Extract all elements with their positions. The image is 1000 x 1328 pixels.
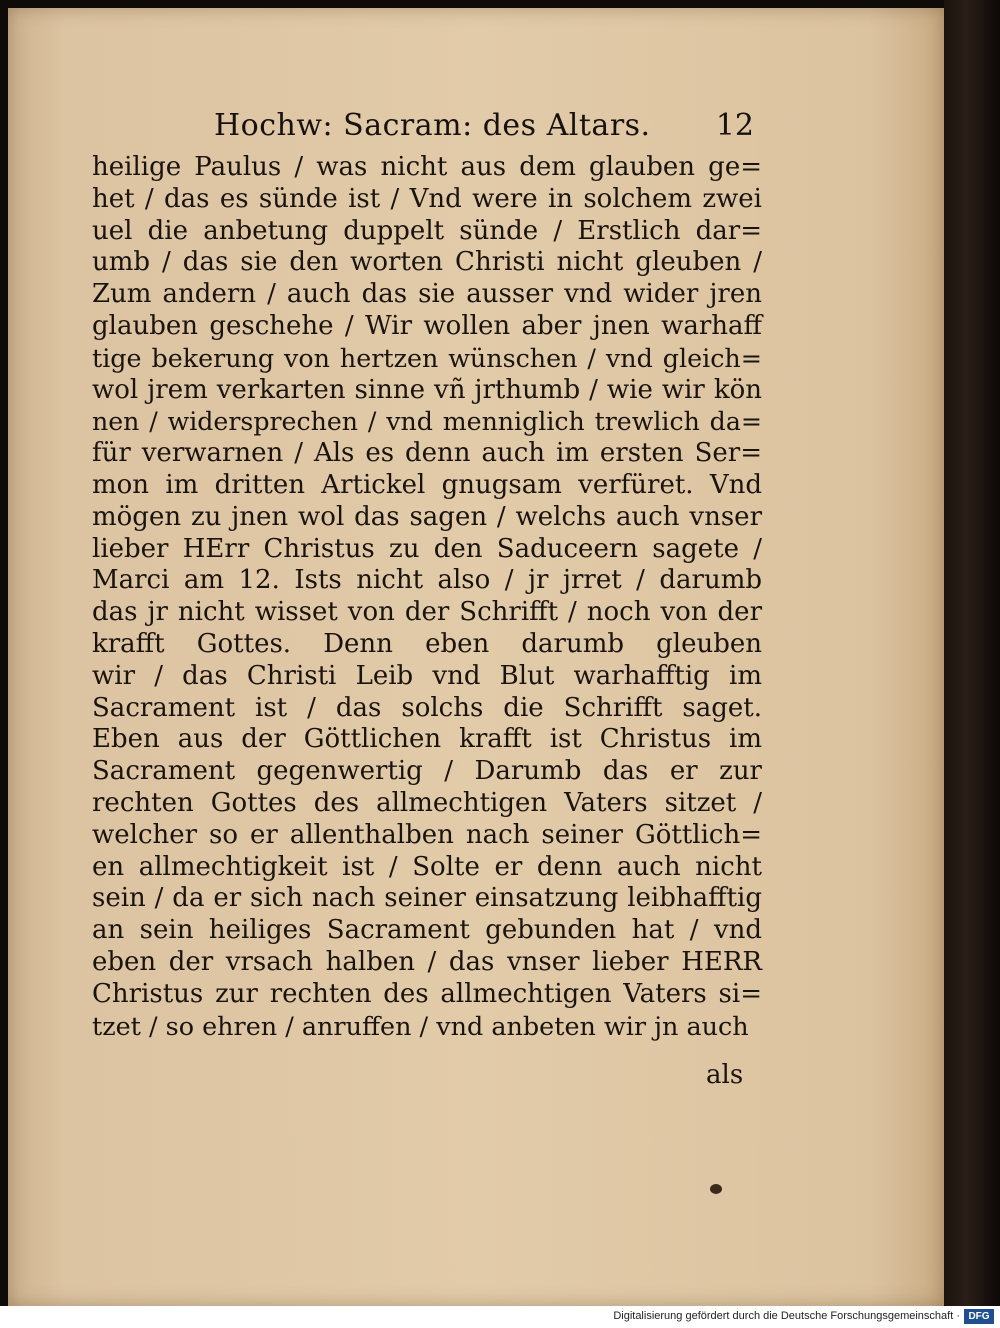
ink-blot bbox=[710, 1184, 722, 1194]
text-line: sein / da er sich nach seiner einsatzung leibhafftig bbox=[92, 883, 762, 914]
text-line: glauben geschehe / Wir wollen aber jnen warhaff bbox=[92, 310, 762, 341]
text-line: umb / das sie den worten Christi nicht gleuben / bbox=[92, 247, 762, 278]
text-line: mon im dritten Artickel gnugsam verfüret. Vnd bbox=[92, 469, 762, 500]
book-spine bbox=[944, 0, 1000, 1306]
page-number: 12 bbox=[715, 108, 754, 143]
text-line: Christus zur rechten des allmechtigen Vaters si= bbox=[92, 978, 762, 1009]
text-line: tzet / so ehren / anruffen / vnd anbeten wir jn auch bbox=[92, 1010, 749, 1041]
text-line: en allmechtigkeit ist / Solte er denn auch nicht bbox=[92, 851, 762, 882]
text-line: krafft Gottes. Denn eben darumb gleuben bbox=[92, 628, 762, 659]
text-line: Eben aus der Göttlichen krafft ist Christus im bbox=[92, 724, 762, 755]
text-line: Marci am 12. Ists nicht also / jr jrret / darumb bbox=[92, 565, 762, 596]
text-line: Sacrament gegenwertig / Darumb das er zur bbox=[92, 756, 762, 787]
text-line: heilige Paulus / was nicht aus dem glauben ge= bbox=[92, 152, 762, 182]
text-line: Sacrament ist / das solchs die Schrifft saget. bbox=[92, 692, 762, 723]
text-line: das jr nicht wisset von der Schrifft / noch von der bbox=[92, 597, 762, 628]
text-line: mögen zu jnen wol das sagen / welchs auch vnser bbox=[92, 501, 762, 532]
text-line: welcher so er allenthalben nach seiner Göttlich= bbox=[92, 819, 762, 850]
dfg-logo-icon: DFG bbox=[964, 1309, 994, 1324]
digitization-credit: Digitalisierung gefördert durch die Deutsche Forschungsgemeinschaft · bbox=[613, 1310, 960, 1322]
body-text bbox=[92, 152, 762, 1042]
text-line: wol jrem verkarten sinne vñ jrthumb / wie wir kön bbox=[92, 374, 762, 405]
text-line: für verwarnen / Als es denn auch im ersten Ser= bbox=[92, 438, 762, 469]
footer-bar bbox=[0, 1306, 1000, 1328]
text-line: nen / widersprechen / vnd menniglich trewlich da= bbox=[92, 407, 762, 437]
text-line: an sein heiliges Sacrament gebunden hat / vnd bbox=[92, 915, 762, 946]
text-line: uel die anbetung duppelt sünde / Erstlich dar= bbox=[92, 215, 762, 246]
text-line: Zum andern / auch das sie ausser vnd wider jren bbox=[92, 279, 762, 310]
running-head bbox=[214, 100, 754, 146]
text-line: wir / das Christi Leib vnd Blut warhafftig im bbox=[92, 660, 762, 691]
running-head-title: Hochw: Sacram: des Altars. bbox=[214, 108, 651, 143]
text-line: lieber HErr Christus zu den Saduceern sagete / bbox=[92, 533, 762, 564]
text-line: eben der vrsach halben / das vnser lieber HERR bbox=[92, 946, 762, 977]
text-line: rechten Gottes des allmechtigen Vaters sitzet / bbox=[92, 787, 762, 818]
text-line: het / das es sünde ist / Vnd were in solchem zwei bbox=[92, 183, 762, 214]
text-line: tige bekerung von hertzen wünschen / vnd gleich= bbox=[92, 342, 762, 373]
catchword: als bbox=[706, 1060, 744, 1090]
